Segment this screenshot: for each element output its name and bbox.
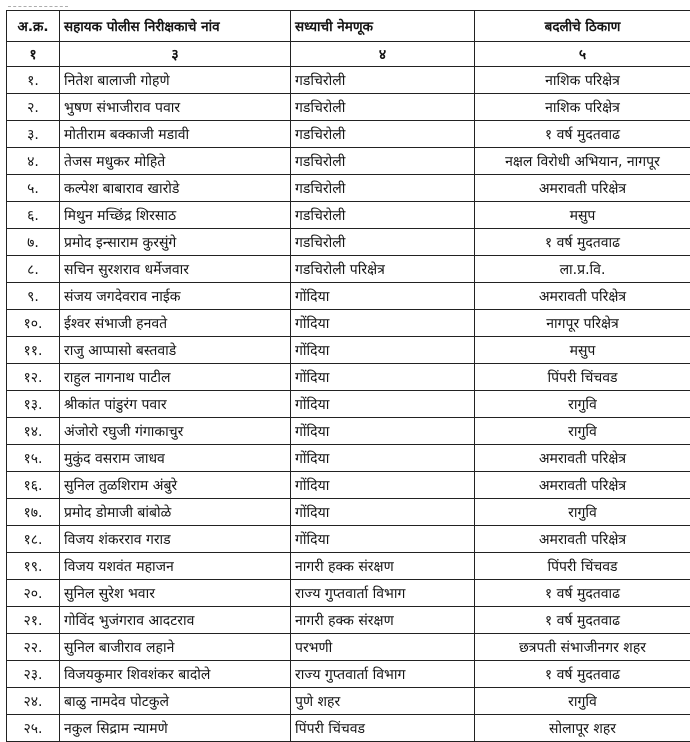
current-posting-cell: गोंदिया: [291, 310, 475, 337]
transfer-place-cell: पिंपरी चिंचवड: [475, 553, 690, 580]
table-header-row: [7, 11, 690, 42]
current-posting-cell: राज्य गुप्तवार्ता विभाग: [291, 661, 475, 688]
current-posting-cell: गोंदिया: [291, 445, 475, 472]
serial-cell: ७.: [7, 229, 60, 256]
serial-cell: २२.: [7, 634, 60, 661]
table-row: [7, 715, 690, 742]
header-serial: अ.क्र.: [7, 11, 60, 42]
serial-cell: २५.: [7, 715, 60, 742]
name-cell: राहुल नागनाथ पाटील: [60, 364, 291, 391]
current-posting-cell: पिंपरी चिंचवड: [291, 715, 475, 742]
transfer-place-cell: अमरावती परिक्षेत्र: [475, 175, 690, 202]
transfer-table: [6, 10, 690, 742]
current-posting-cell: गोंदिया: [291, 526, 475, 553]
table-row: [7, 661, 690, 688]
transfer-place-cell: नाशिक परिक्षेत्र: [475, 67, 690, 94]
current-posting-cell: गडचिरोली: [291, 229, 475, 256]
transfer-place-cell: मसुप: [475, 337, 690, 364]
serial-cell: ८.: [7, 256, 60, 283]
transfer-place-cell: रागुवि: [475, 688, 690, 715]
table-row: [7, 499, 690, 526]
serial-cell: १७.: [7, 499, 60, 526]
name-cell: अंजोरो रघुजी गंगाकाचुर: [60, 418, 291, 445]
table-row: [7, 175, 690, 202]
serial-cell: २.: [7, 94, 60, 121]
transfer-place-cell: अमरावती परिक्षेत्र: [475, 283, 690, 310]
serial-cell: १०.: [7, 310, 60, 337]
name-cell: नितेश बालाजी गोहणे: [60, 67, 291, 94]
serial-cell: ११.: [7, 337, 60, 364]
name-cell: विजयकुमार शिवशंकर बादोले: [60, 661, 291, 688]
current-posting-cell: गोंदिया: [291, 391, 475, 418]
name-cell: तेजस मधुकर मोहिते: [60, 148, 291, 175]
serial-cell: १६.: [7, 472, 60, 499]
name-cell: विजय शंकरराव गराड: [60, 526, 291, 553]
serial-cell: ९.: [7, 283, 60, 310]
header-name: सहायक पोलीस निरीक्षकाचे नांव: [60, 11, 291, 42]
name-cell: मिथुन मच्छिंद्र शिरसाठ: [60, 202, 291, 229]
cropped-header-fragment: [8, 6, 68, 10]
transfer-place-cell: नक्षल विरोधी अभियान, नागपूर: [475, 148, 690, 175]
serial-cell: १२.: [7, 364, 60, 391]
serial-cell: २०.: [7, 580, 60, 607]
name-cell: प्रमोद इन्साराम कुरसुंगे: [60, 229, 291, 256]
name-cell: विजय यशवंत महाजन: [60, 553, 291, 580]
name-cell: प्रमोद डोमाजी बांबोळे: [60, 499, 291, 526]
header-current-posting: सध्याची नेमणूक: [291, 11, 475, 42]
current-posting-cell: परभणी: [291, 634, 475, 661]
serial-cell: ६.: [7, 202, 60, 229]
table-row: [7, 148, 690, 175]
transfer-place-cell: १ वर्ष मुदतवाढ: [475, 229, 690, 256]
header-transfer-place: बदलीचे ठिकाण: [475, 11, 690, 42]
document-page: [6, 6, 682, 742]
name-cell: कल्पेश बाबाराव खारोडे: [60, 175, 291, 202]
current-posting-cell: गोंदिया: [291, 283, 475, 310]
column-number-row: [7, 42, 690, 67]
current-posting-cell: राज्य गुप्तवार्ता विभाग: [291, 580, 475, 607]
name-cell: गोविंद भुजंगराव आदटराव: [60, 607, 291, 634]
transfer-place-cell: १ वर्ष मुदतवाढ: [475, 607, 690, 634]
table-row: [7, 337, 690, 364]
name-cell: सुनिल सुरेश भवार: [60, 580, 291, 607]
current-posting-cell: गोंदिया: [291, 499, 475, 526]
name-cell: सुनिल तुळशिराम अंबुरे: [60, 472, 291, 499]
current-posting-cell: नागरी हक्क संरक्षण: [291, 607, 475, 634]
serial-cell: १९.: [7, 553, 60, 580]
table-row: [7, 310, 690, 337]
name-cell: ईश्वर संभाजी हनवते: [60, 310, 291, 337]
name-cell: सुनिल बाजीराव लहाने: [60, 634, 291, 661]
table-row: [7, 256, 690, 283]
serial-cell: ३.: [7, 121, 60, 148]
name-cell: मुकुंद वसराम जाधव: [60, 445, 291, 472]
current-posting-cell: गोंदिया: [291, 472, 475, 499]
serial-cell: १४.: [7, 418, 60, 445]
table-row: [7, 688, 690, 715]
name-cell: राजु आप्पासो बस्तवाडे: [60, 337, 291, 364]
table-row: [7, 391, 690, 418]
name-cell: भुषण संभाजीराव पवार: [60, 94, 291, 121]
column-number: ५: [475, 42, 690, 67]
serial-cell: १५.: [7, 445, 60, 472]
table-row: [7, 418, 690, 445]
transfer-place-cell: रागुवि: [475, 499, 690, 526]
current-posting-cell: गडचिरोली: [291, 67, 475, 94]
table-row: [7, 283, 690, 310]
transfer-place-cell: १ वर्ष मुदतवाढ: [475, 580, 690, 607]
serial-cell: ४.: [7, 148, 60, 175]
table-row: [7, 607, 690, 634]
transfer-place-cell: पिंपरी चिंचवड: [475, 364, 690, 391]
transfer-place-cell: अमरावती परिक्षेत्र: [475, 526, 690, 553]
serial-cell: १.: [7, 67, 60, 94]
serial-cell: २१.: [7, 607, 60, 634]
current-posting-cell: गडचिरोली: [291, 202, 475, 229]
table-row: [7, 94, 690, 121]
current-posting-cell: गडचिरोली: [291, 94, 475, 121]
current-posting-cell: गोंदिया: [291, 418, 475, 445]
transfer-place-cell: १ वर्ष मुदतवाढ: [475, 661, 690, 688]
transfer-place-cell: अमरावती परिक्षेत्र: [475, 472, 690, 499]
transfer-place-cell: छत्रपती संभाजीनगर शहर: [475, 634, 690, 661]
name-cell: बाळु नामदेव पोटकुले: [60, 688, 291, 715]
transfer-place-cell: नाशिक परिक्षेत्र: [475, 94, 690, 121]
table-row: [7, 472, 690, 499]
column-number: ४: [291, 42, 475, 67]
name-cell: सचिन सुरशराव धर्मेजवार: [60, 256, 291, 283]
transfer-place-cell: सोलापूर शहर: [475, 715, 690, 742]
serial-cell: २४.: [7, 688, 60, 715]
table-row: [7, 202, 690, 229]
name-cell: श्रीकांत पांडुरंग पवार: [60, 391, 291, 418]
table-row: [7, 580, 690, 607]
name-cell: मोतीराम बक्काजी मडावी: [60, 121, 291, 148]
transfer-place-cell: १ वर्ष मुदतवाढ: [475, 121, 690, 148]
transfer-place-cell: मसुप: [475, 202, 690, 229]
name-cell: संजय जगदेवराव नाईक: [60, 283, 291, 310]
current-posting-cell: गडचिरोली: [291, 175, 475, 202]
table-row: [7, 121, 690, 148]
transfer-place-cell: अमरावती परिक्षेत्र: [475, 445, 690, 472]
transfer-place-cell: रागुवि: [475, 418, 690, 445]
transfer-place-cell: नागपूर परिक्षेत्र: [475, 310, 690, 337]
table-row: [7, 445, 690, 472]
table-row: [7, 67, 690, 94]
current-posting-cell: गडचिरोली: [291, 148, 475, 175]
current-posting-cell: गडचिरोली: [291, 121, 475, 148]
table-row: [7, 553, 690, 580]
table-body: [7, 67, 690, 742]
table-row: [7, 229, 690, 256]
transfer-place-cell: ला.प्र.वि.: [475, 256, 690, 283]
current-posting-cell: गोंदिया: [291, 364, 475, 391]
serial-cell: ५.: [7, 175, 60, 202]
table-row: [7, 526, 690, 553]
serial-cell: २३.: [7, 661, 60, 688]
name-cell: नकुल सिद्राम न्यामणे: [60, 715, 291, 742]
serial-cell: १३.: [7, 391, 60, 418]
current-posting-cell: गडचिरोली परिक्षेत्र: [291, 256, 475, 283]
table-row: [7, 634, 690, 661]
column-number: ३: [60, 42, 291, 67]
current-posting-cell: नागरी हक्क संरक्षण: [291, 553, 475, 580]
current-posting-cell: गोंदिया: [291, 337, 475, 364]
column-number: १: [7, 42, 60, 67]
current-posting-cell: पुणे शहर: [291, 688, 475, 715]
table-row: [7, 364, 690, 391]
serial-cell: १८.: [7, 526, 60, 553]
transfer-place-cell: रागुवि: [475, 391, 690, 418]
